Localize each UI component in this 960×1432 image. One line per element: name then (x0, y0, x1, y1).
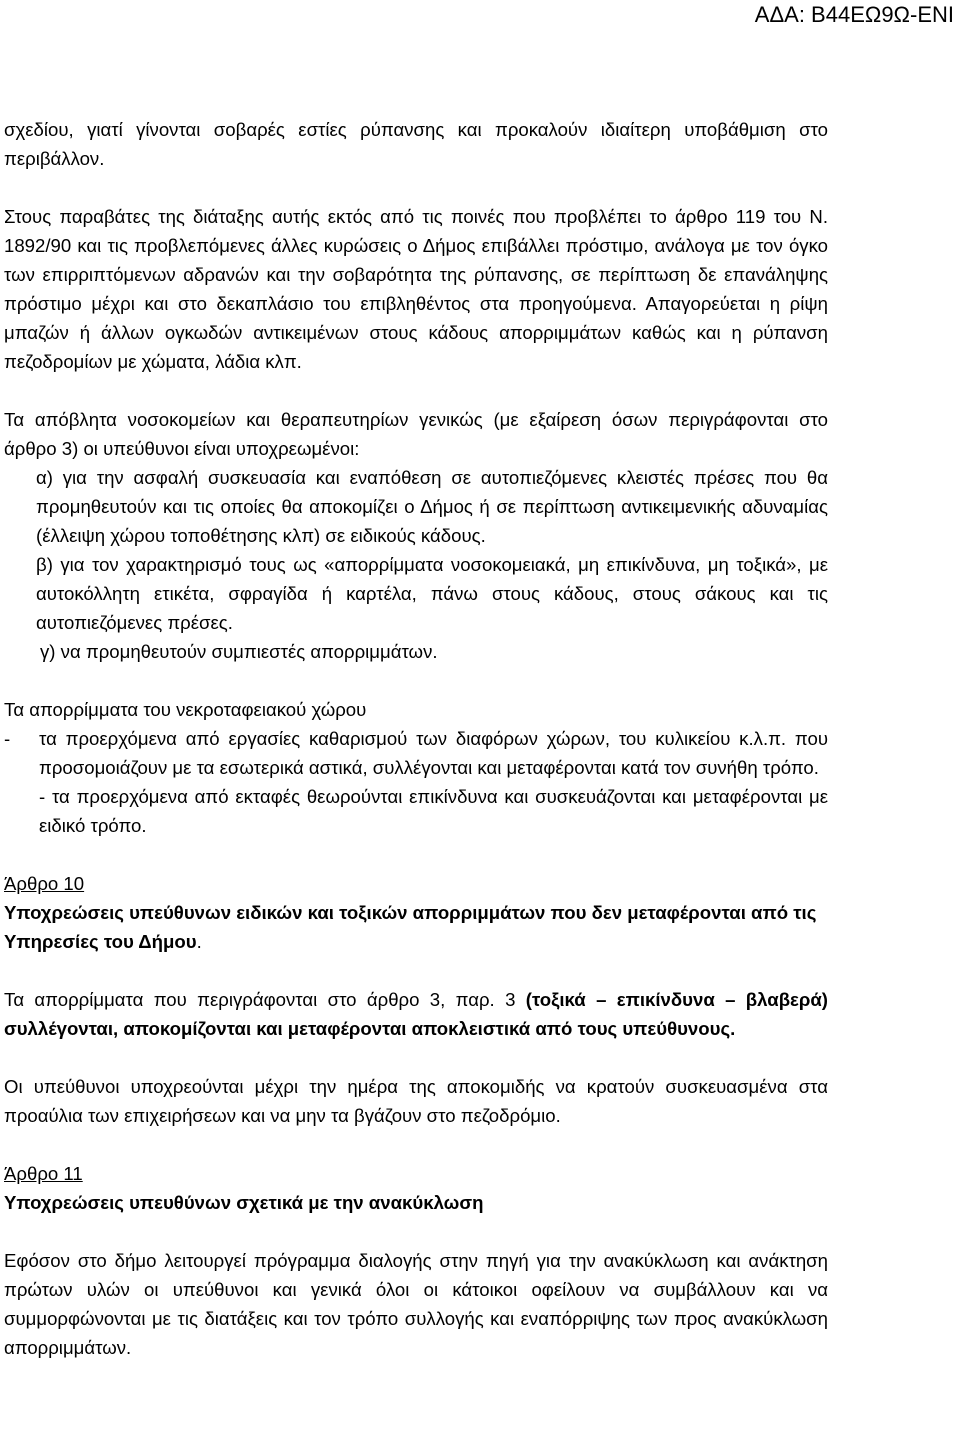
paragraph-cemetery-waste: Τα απορρίμματα του νεκροταφειακού χώρου (4, 699, 367, 720)
paragraph-pollution: σχεδίου, γιατί γίνονται σοβαρές εστίες ρύπανσης και προκαλούν ιδιαίτερη υποβάθμιση στο περιβάλλον. (4, 119, 828, 169)
list-item-exhumation: - τα προερχόμενα από εκταφές θεωρούνται επικίνδυνα και συσκευάζονται και μεταφέρονται με ειδικό τρόπο. (39, 786, 828, 836)
paragraph-hospital-waste: Τα απόβλητα νοσοκομείων και θεραπευτηρίων γενικώς (με εξαίρεση όσων περιγράφονται στο άρθρο 3) οι υπεύθυνοι είναι υποχρεωμένοι: (4, 409, 828, 459)
article-10-p1-text: Τα απορρίμματα που περιγράφονται στο άρθρο 3, παρ. 3 (4, 989, 526, 1010)
article-10-title-text: Υποχρεώσεις υπεύθυνων ειδικών και τοξικών απορριμμάτων που δεν μεταφέρονται από τις Υπηρεσίες του Δήμου (4, 902, 817, 952)
article-10-paragraph-1 (4, 985, 828, 1043)
article-10-label: Άρθρο 10 (4, 873, 85, 894)
article-11-paragraph-1: Εφόσον στο δήμο λειτουργεί πρόγραμμα διαλογής στην πηγή για την ανακύκλωση και ανάκτηση πρώτων υλών οι υπεύθυνοι και γενικά όλοι οι κάτοικοι οφείλουν να συμβάλλουν και να συμμορφώνονται με τις διατάξεις και τον τρόπο συλλογής και εναπόρριψης των προς ανακύκλωση απορριμμάτων. (4, 1250, 828, 1358)
paragraph-penalties: Στους παραβάτες της διάταξης αυτής εκτός από τις ποινές που προβλέπει το άρθρο 119 του Ν. 1892/90 και τις προβλεπόμενες άλλες κυρώσεις ο Δήμος επιβάλλει πρόστιμο, ανάλογα με τον όγκο των επιρριπτόμενων αδρανών και την σοβαρότητα της ρύπανσης, σε περίπτωση δε επανάληψης πρόστιμο μέχρι και στο δεκαπλάσιο του επιβληθέντος στα προηγούμενα. Απαγορεύεται η ρίψη μπαζών ή άλλων ογκωδών αντικειμένων στους κάδους απορριμμάτων καθώς και η ρύπανση πεζοδρομίων με χώματα, λάδια κλπ. (4, 206, 828, 372)
list-item-c: γ) να προμηθευτούν συμπιεστές απορριμμάτων. (40, 641, 438, 662)
list-item-b: β) για τον χαρακτηρισμό τους ως «απορρίμματα νοσοκομειακά, μη επικίνδυνα, μη τοξικά», με αυτοκόλλητη ετικέτα, σφραγίδα ή καρτέλα, πάνω στους κάδους, στους σάκους και τις αυτοπιεζόμενες πρέσες. (36, 554, 828, 633)
list-item-a: α) για την ασφαλή συσκευασία και εναπόθεση σε αυτοπιεζόμενες κλειστές πρέσες που θα προμηθευτούν και τις οποίες θα αποκομίζει ο Δήμος ή σε περίπτωση αντικειμενικής αδυναμίας (έλλειψη χώρου τοποθέτησης κλπ) σε ειδικούς κάδους. (36, 467, 828, 546)
article-10-paragraph-2: Οι υπεύθυνοι υποχρεούνται μέχρι την ημέρα της αποκομιδής να κρατούν συσκευασμένα στα προαύλια των επιχειρήσεων και να μην τα βγάζουν στο πεζοδρόμιο. (4, 1076, 828, 1126)
article-11-title-text: Υποχρεώσεις υπευθύνων σχετικά με την ανακύκλωση (4, 1192, 484, 1213)
list-item-cleaning-text: τα προερχόμενα από εργασίες καθαρισμού των διαφόρων χώρων, του κυλικείου κ.λ.π. που προσομοιάζουν με τα εσωτερικά αστικά, συλλέγονται και μεταφέρονται κατά τον συνήθη τρόπο. (39, 728, 828, 778)
article-11-label: Άρθρο 11 (4, 1163, 83, 1184)
list-item-cleaning (4, 724, 828, 782)
list-dash: - (4, 728, 11, 749)
document-body (4, 115, 828, 1362)
article-10-title-end: . (196, 931, 202, 952)
article-10-p1-bold: (τοξικά – επικίνδυνα – βλαβερά) συλλέγονται, αποκομίζονται και μεταφέρονται αποκλειστικά από τους υπεύθυνους. (4, 989, 829, 1039)
ada-code: ΑΔΑ: Β44ΕΩ9Ω-ΕΝΙ (754, 2, 954, 27)
article-10-title (4, 898, 828, 956)
article-11-title (4, 1188, 828, 1217)
